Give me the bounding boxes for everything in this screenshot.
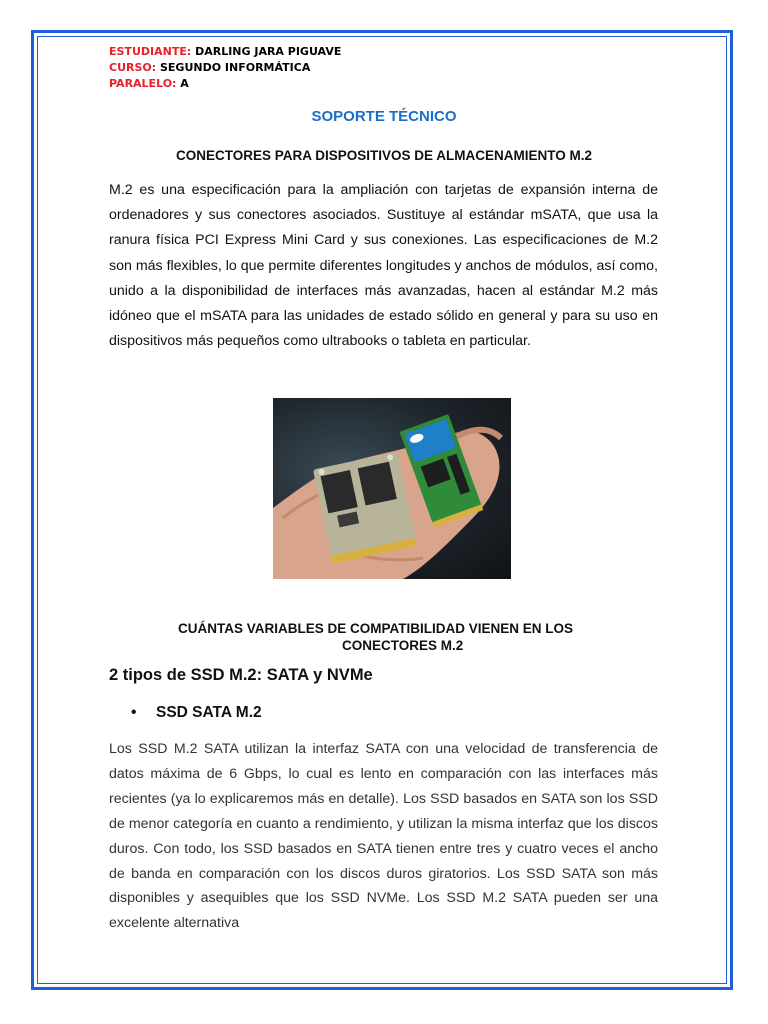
course-value: SEGUNDO INFORMÁTICA <box>160 61 311 74</box>
parallel-line <box>109 76 341 92</box>
bullet-dot-icon: • <box>131 704 137 721</box>
compatibility-heading-line1: CUÁNTAS VARIABLES DE COMPATIBILIDAD VIENEN EN LOS <box>178 621 574 636</box>
parallel-value: A <box>180 77 189 90</box>
ssd-types-heading: 2 tipos de SSD M.2: SATA y NVMe <box>109 666 373 684</box>
student-value: DARLING JARA PIGUAVE <box>195 45 342 58</box>
student-header <box>109 44 341 92</box>
course-label: CURSO: <box>109 61 157 74</box>
bullet-ssd-sata-label: SSD SATA M.2 <box>156 704 262 721</box>
student-label: ESTUDIANTE: <box>109 45 192 58</box>
compatibility-heading <box>178 620 638 654</box>
m2-ssd-photo <box>273 398 511 579</box>
intro-paragraph: M.2 es una especificación para la ampliación con tarjetas de expansión interna de ordenadores y sus conectores asociados. Sustituye al estándar mSATA, que usa la ranura física PCI Express Mini Card y sus conexiones. Las especificaciones de M.2 son más flexibles, lo que permite diferentes longitudes y anchos de módulos, así como, unido a la disponibilidad de interfaces más avanzadas, hacen al estándar M.2 más idóneo que el mSATA para las unidades de estado sólido en general y para su uso en dispositivos más pequeños como ultrabooks o tableta en particular. <box>109 182 658 350</box>
bullet-ssd-sata <box>131 704 262 722</box>
sata-paragraph: Los SSD M.2 SATA utilizan la interfaz SATA con una velocidad de transferencia de datos máxima de 6 Gbps, lo cual es lento en comparación con las interfaces más recientes (ya lo explicaremos más en detalle). Los SSD basados en SATA son los SSD de menor categoría en cuanto a rendimiento, y utilizan la misma interfaz que los discos duros. Con todo, los SSD basados en SATA tienen entre tres y cuatro veces el ancho de banda en comparación con los discos duros giratorios. Los SSD SATA son más disponibles y asequibles que los SSD NVMe. Los SSD M.2 SATA pueden ser una excelente alternativa <box>109 741 658 932</box>
page-subtitle: CONECTORES PARA DISPOSITIVOS DE ALMACENAMIENTO M.2 <box>175 148 593 163</box>
student-line <box>109 44 341 60</box>
hand-holding-ssd-illustration <box>273 398 511 579</box>
compatibility-heading-line2: CONECTORES M.2 <box>342 638 464 653</box>
parallel-label: PARALELO: <box>109 77 177 90</box>
page-title: SOPORTE TÉCNICO <box>311 108 457 125</box>
course-line <box>109 60 341 76</box>
